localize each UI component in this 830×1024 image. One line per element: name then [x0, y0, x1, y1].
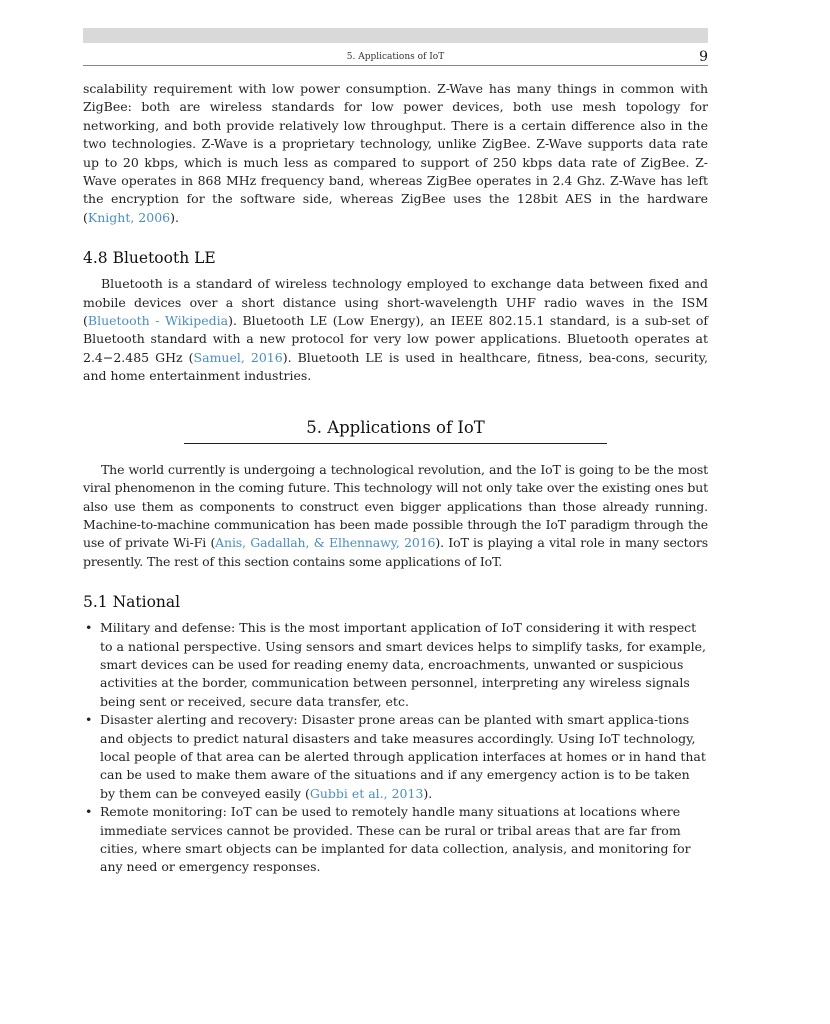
section-heading-4-8: 4.8 Bluetooth LE: [83, 249, 216, 268]
list-item: • Military and defense: This is the most important application of IoT considering it with respect to a national perspective. Using sensors and smart devices helps to simplify tasks, for example, smart devices can be used for reading enemy data, encroachments, unwanted or suspicious activities at the border, communication between personnel, interpreting any wireless signals being sent or received, secure data transfer, etc.: [85, 620, 706, 709]
citation-link[interactable]: Samuel, 2016: [193, 349, 283, 365]
running-title: 5. Applications of IoT: [346, 52, 445, 62]
book-page: [83, 28, 708, 877]
header-rule: [83, 65, 708, 66]
section-title-block: [83, 418, 708, 444]
section-heading-5: 5. Applications of IoT: [306, 417, 485, 437]
citation-link[interactable]: Bluetooth - Wikipedia: [87, 313, 229, 329]
paragraph-applications-intro: The world currently is undergoing a technological revolution, and the IoT is going to be the most viral phenomenon in the coming future. This technology will not only take over the existing ones but also use them as components to construct even bigger applications than those already running. Machine-to-machine communication has been made possible through the IoT paradigm through the use of private Wi-Fi (Anis, Gadallah, & Elhennawy, 2016). IoT is playing a vital role in many sectors presently. The rest of this section contains some applications of IoT.: [83, 461, 708, 569]
bullet-icon: •: [85, 620, 93, 636]
citation-link[interactable]: Knight, 2006: [87, 209, 171, 225]
page-header: [83, 28, 708, 65]
bullet-icon: •: [85, 804, 93, 820]
section-rule: [184, 443, 607, 444]
list-item: • Remote monitoring: IoT can be used to remotely handle many situations at locations where immediate services cannot be provided. These can be rural or tribal areas that are far from cities, where smart objects can be implanted for data collection, analysis, and monitoring for any need or emergency responses.: [85, 804, 691, 875]
section-heading-5-1: 5.1 National: [83, 593, 181, 612]
paragraph-zwave: scalability requirement with low power consumption. Z-Wave has many things in common with ZigBee: both are wireless standards for low power devices, both use mesh topology for networking, and both provide relatively low throughput. There is a certain difference also in the two technologies. Z-Wave is a proprietary technology, unlike ZigBee. Z-Wave supports data rate up to 20 kbps, which is much less as compared to support of 250 kbps data rate of ZigBee. Z-Wave operates in 868 MHz frequency band, whereas ZigBee operates in 2.4 Ghz. Z-Wave has left the encryption for the software side, whereas ZigBee uses the 128bit AES in the hardware (Knight, 2006).: [83, 81, 708, 225]
page-number: 9: [699, 49, 708, 65]
bullet-icon: •: [85, 712, 93, 728]
paragraph-bluetooth: Bluetooth is a standard of wireless technology employed to exchange data between fixed and mobile devices over a short distance using short-wavelength UHF radio waves in the ISM (Bluetooth - Wikipedia). Bluetooth LE (Low Energy), an IEEE 802.15.1 standard, is a sub-set of Bluetooth standard with a new protocol for very low power applications. Bluetooth operates at 2.4−2.485 GHz (Samuel, 2016). Bluetooth LE is used in healthcare, fitness, bea-cons, security, and home entertainment industries.: [83, 276, 709, 384]
citation-link[interactable]: Gubbi et al., 2013: [309, 785, 424, 801]
national-applications-list: [83, 619, 708, 877]
citation-link[interactable]: Anis, Gadallah, & Elhennawy, 2016: [215, 535, 436, 551]
list-item: • Disaster alerting and recovery: Disaster prone areas can be planted with smart applica-tions and objects to predict natural disasters and take measures accordingly. Using IoT technology, local people of that area can be alerted through application interfaces at homes or in hand that can be used to make them aware of the situations and if any emergency action is to be taken by them can be conveyed easily (Gubbi et al., 2013).: [85, 712, 706, 801]
